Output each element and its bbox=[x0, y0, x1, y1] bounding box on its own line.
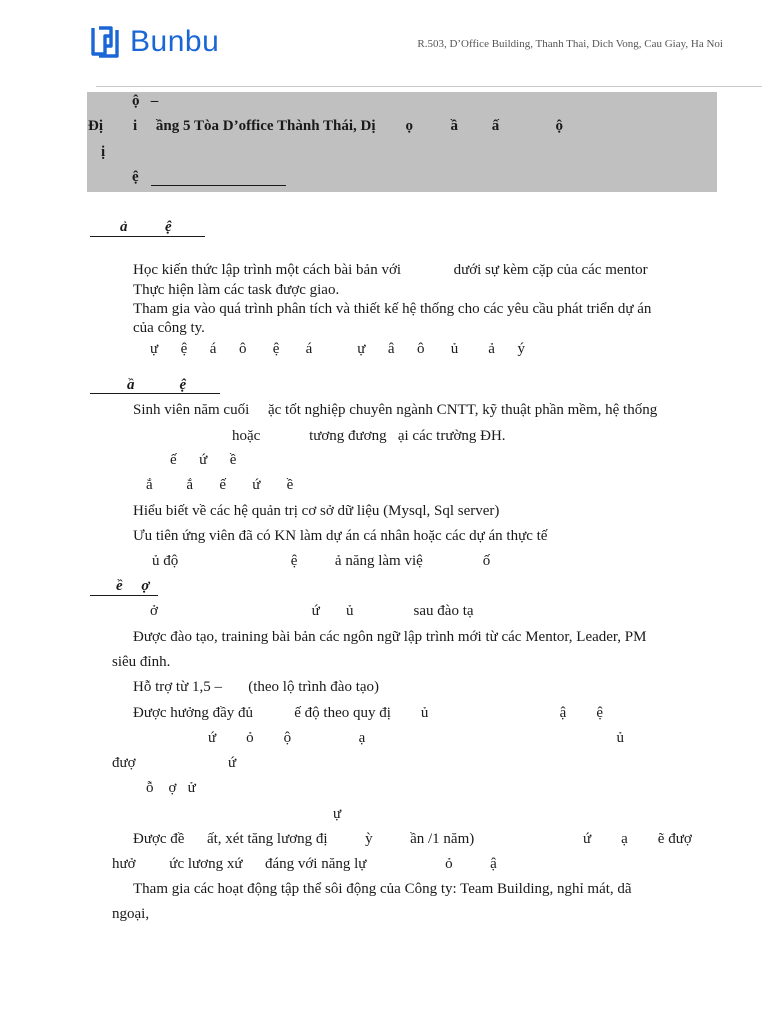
box-line-2: i ầng 5 Tòa D’office Thành Thái, Dị ọ ầ ấ ộ bbox=[133, 118, 564, 134]
section1-heading-underline bbox=[90, 236, 205, 237]
section3-item: Được đề ất, xét tăng lương đị ỳ ần /1 năm) bbox=[133, 831, 475, 847]
bunbu-logo-icon bbox=[90, 24, 124, 60]
company-address: R.503, D’Office Building, Thanh Thai, Dich Vong, Cau Giay, Ha Noi bbox=[417, 38, 723, 50]
company-logo bbox=[90, 22, 219, 62]
section2-item: ủ độ ệ ả năng làm việ ố bbox=[152, 553, 491, 569]
section1-item: Tham gia vào quá trình phân tích và thiết kế hệ thống cho các yêu cầu phát triển dự án bbox=[133, 301, 652, 317]
section3-heading-underline bbox=[90, 595, 158, 596]
box-line-4: ệ bbox=[132, 169, 139, 185]
section1-item: ự ệ á ô ệ á ự â ô ủ ả ý bbox=[150, 341, 525, 357]
section2-heading-underline bbox=[90, 393, 220, 394]
section3-item: ứ ỏ ộ ạ ủ bbox=[208, 730, 625, 746]
section3-heading: ề ợ bbox=[116, 578, 150, 594]
section3-item: hưở ức lương xứ đáng với năng lự ỏ ậ bbox=[112, 856, 497, 872]
box-line-3: ị bbox=[101, 144, 106, 160]
section3-item: Được đào tạo, training bài bản các ngôn ngữ lập trình mới từ các Mentor, Leader, PM bbox=[133, 629, 647, 645]
section3-item: ỗ ợ ử bbox=[146, 780, 196, 796]
section3-item: ở ứ ủ sau đào tạ bbox=[150, 603, 474, 619]
section3-item: siêu đỉnh. bbox=[112, 654, 171, 670]
section3-item: ứ bbox=[228, 755, 237, 771]
section3-item: đượ bbox=[112, 755, 136, 771]
section3-item: Hỗ trợ từ 1,5 – (theo lộ trình đào tạo) bbox=[133, 679, 380, 695]
section2-item: ế ứ ề bbox=[170, 452, 237, 468]
section3-item: ứ ạ ẽ đượ bbox=[583, 831, 692, 847]
section1-item: Thực hiện làm các task được giao. bbox=[133, 282, 340, 298]
section1-item: Học kiến thức lập trình một cách bài bản với dưới sự kèm cặp của các mentor bbox=[133, 262, 648, 278]
section2-item: Sinh viên năm cuối ặc tốt nghiệp chuyên ngành CNTT, kỹ thuật phần mềm, hệ thống bbox=[133, 402, 658, 418]
section2-item: hoặc tương đương ại các trường ĐH. bbox=[232, 428, 506, 444]
job-info-box bbox=[87, 92, 717, 192]
section3-item: Được hưởng đầy đủ ế độ theo quy đị ủ ậ ệ bbox=[133, 705, 603, 721]
header-divider bbox=[96, 86, 762, 87]
section2-heading: ầ ệ bbox=[127, 377, 187, 393]
section2-item: Ưu tiên ứng viên đã có KN làm dự án cá nhân hoặc các dự án thực tế bbox=[133, 528, 548, 544]
section3-item: Tham gia các hoạt động tập thể sôi động của Công ty: Team Building, nghỉ mát, dã bbox=[133, 881, 632, 897]
box-line-1: ộ – bbox=[132, 93, 159, 109]
section3-item: ự bbox=[333, 806, 342, 822]
section1-item: của công ty. bbox=[133, 320, 205, 336]
blank-underline bbox=[151, 185, 286, 186]
section1-heading: ả ệ bbox=[120, 219, 172, 235]
box-line-2-label: Đị bbox=[88, 118, 103, 134]
section2-item: ắ ắ ế ứ ề bbox=[146, 477, 294, 493]
section2-item: Hiểu biết về các hệ quản trị cơ sở dữ liệu (Mysql, Sql server) bbox=[133, 503, 500, 519]
section3-item: ngoại, bbox=[112, 906, 150, 922]
brand-name: Bunbu bbox=[130, 25, 220, 58]
